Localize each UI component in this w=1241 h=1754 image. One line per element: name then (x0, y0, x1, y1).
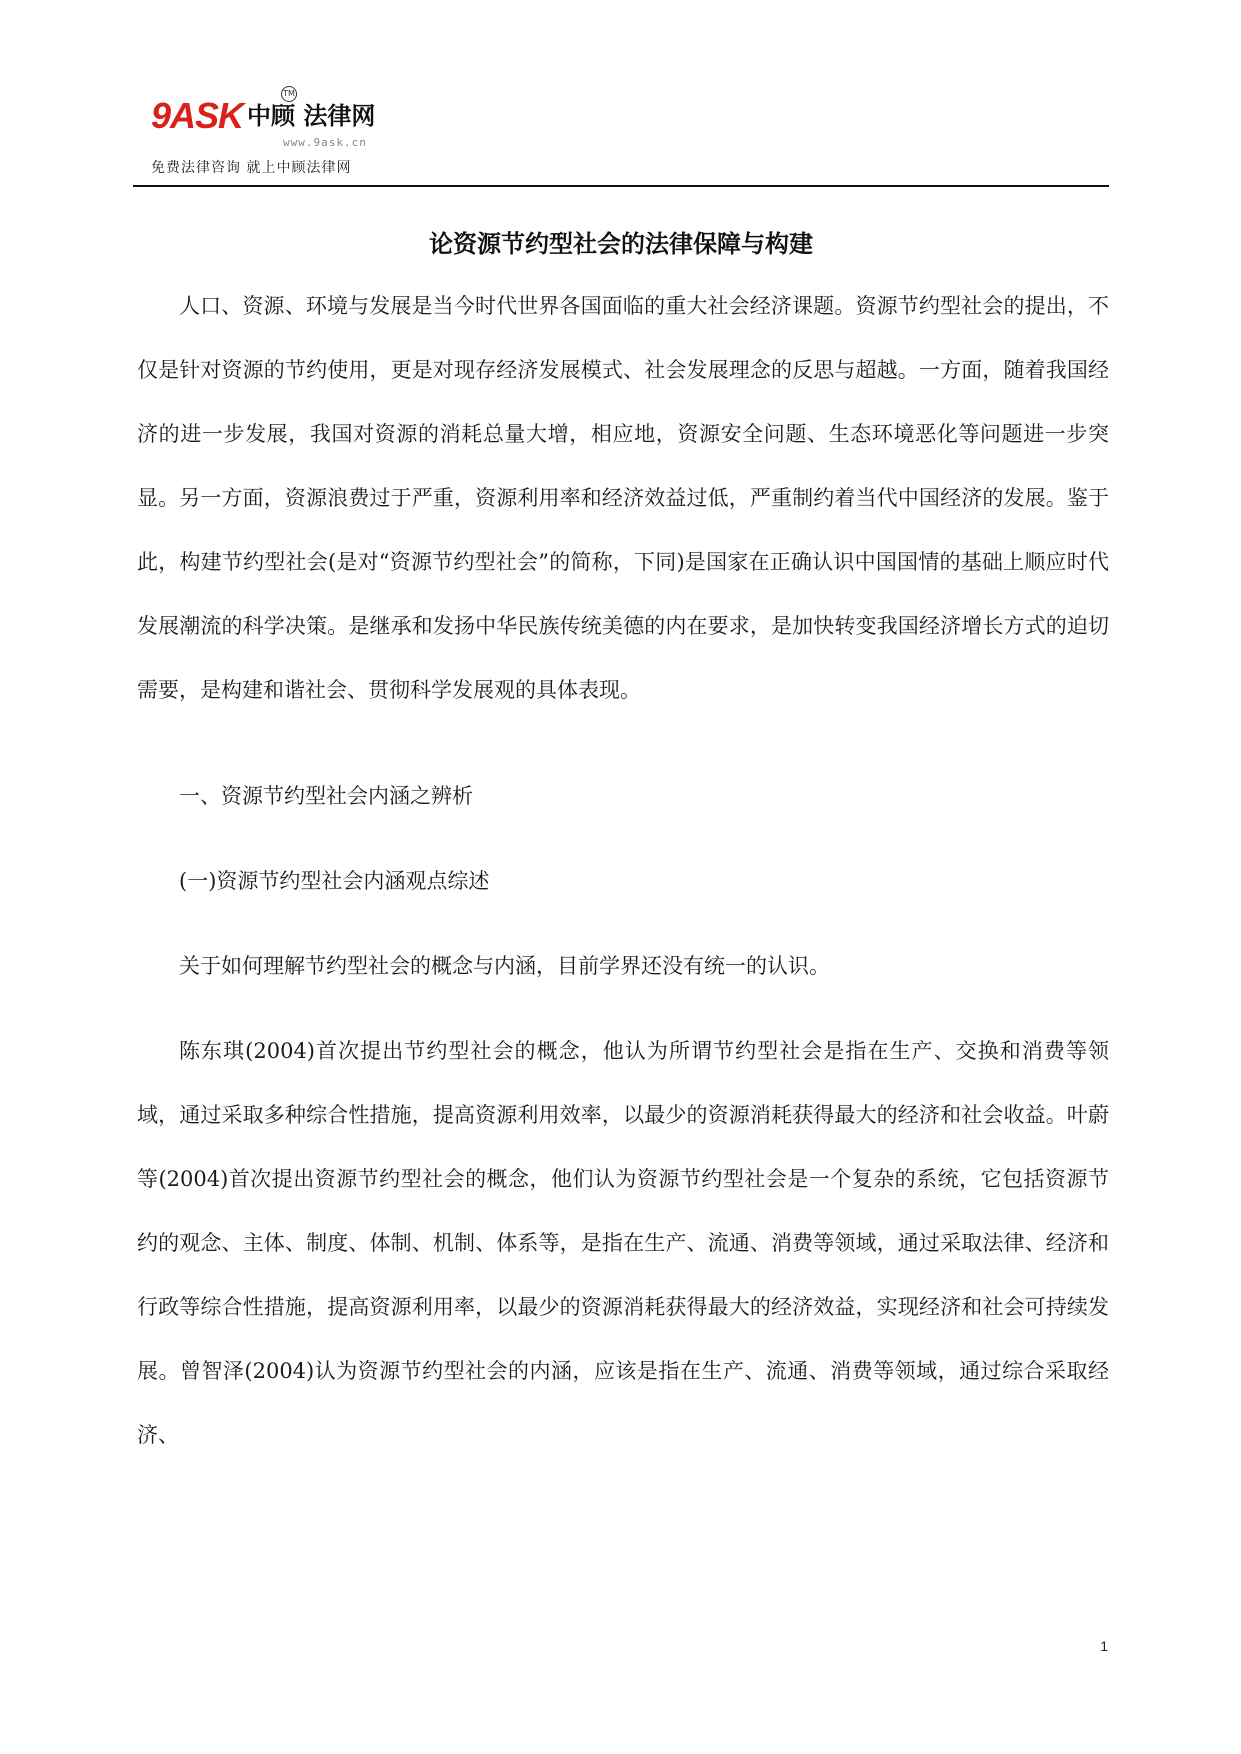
document-title: 论资源节约型社会的法律保障与构建 (429, 230, 813, 258)
header-divider (133, 185, 1109, 187)
site-logo[interactable] (151, 89, 411, 184)
page-header (133, 88, 1109, 188)
logo-tagline: 免费法律咨询 就上中顾法律网 (151, 160, 352, 176)
page-number: 1 (1100, 1638, 1108, 1654)
section-heading-1: 一、资源节约型社会内涵之辨析 (179, 784, 473, 808)
trademark-icon: TM (281, 86, 297, 102)
logo-mark: 9ASK (151, 95, 244, 136)
subsection-heading-1: (一)资源节约型社会内涵观点综述 (179, 869, 490, 893)
logo-name: 中顾 法律网 (247, 102, 376, 130)
paragraph-definitions: 陈东琪(2004)首次提出节约型社会的概念，他认为所谓节约型社会是指在生产、交换和消费等领域，通过采取多种综合性措施，提高资源利用效率，以最少的资源消耗获得最大的经济和社会收益。叶蔚等(2004)首次提出资源节约型社会的概念，他们认为资源节约型社会是一个复杂的系统，它包括资源节约的观念、主体、制度、体制、机制、体系等，是指在生产、流通、消费等领域，通过采取法律、经济和行政等综合性措施，提高资源利用率，以最少的资源消耗获得最大的经济效益，实现经济和社会可持续发展。曾智泽(2004)认为资源节约型社会的内涵，应该是指在生产、流通、消费等领域，通过综合采取经济、 (137, 1039, 1109, 1447)
paragraph-consensus: 关于如何理解节约型社会的概念与内涵，目前学界还没有统一的认识。 (179, 954, 830, 978)
logo-url: www.9ask.cn (283, 136, 367, 149)
paragraph-intro: 人口、资源、环境与发展是当今时代世界各国面临的重大社会经济课题。资源节约型社会的提出，不仅是针对资源的节约使用，更是对现存经济发展模式、社会发展理念的反思与超越。一方面，随着我国经济的进一步发展，我国对资源的消耗总量大增，相应地，资源安全问题、生态环境恶化等问题进一步突显。另一方面，资源浪费过于严重，资源利用率和经济效益过低，严重制约着当代中国经济的发展。鉴于此，构建节约型社会(是对“资源节约型社会”的简称，下同)是国家在正确认识中国国情的基础上顺应时代发展潮流的科学决策。是继承和发扬中华民族传统美德的内在要求，是加快转变我国经济增长方式的迫切需要，是构建和谐社会、贯彻科学发展观的具体表现。 (137, 294, 1109, 702)
